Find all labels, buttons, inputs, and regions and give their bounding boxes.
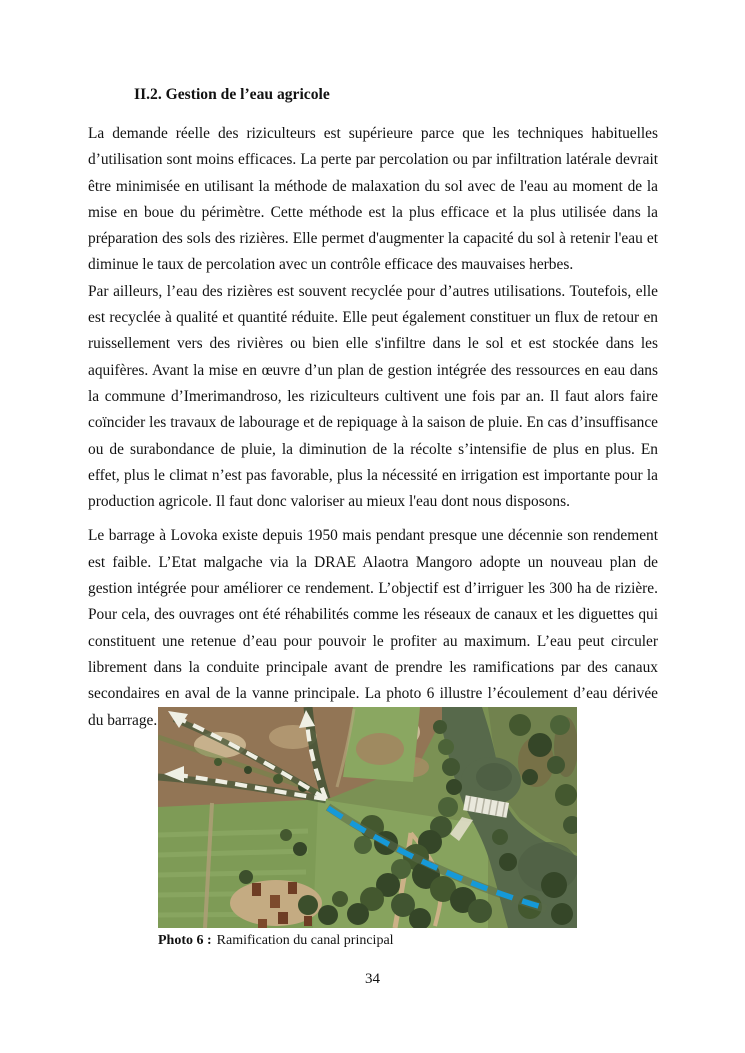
body-text-block — [88, 121, 658, 734]
bare-soil-patch — [356, 733, 404, 765]
body-paragraph: La demande réelle des riziculteurs est supérieure parce que les techniques habituelles d’utilisation sont moins efficaces. La perte par percolation ou par infiltration latérale devrait être minimisée en utilisant la méthode de malaxation du sol avec de l'eau au moment de la mise en boue du périmètre. Cette méthode est la plus efficace et la plus utilisée dans la préparation des sols des rizières. Elle permet d'augmenter la capacité du sol à retenir l'eau et diminue le taux de percolation avec un contrôle efficace des mauvaises herbes. — [88, 125, 658, 274]
body-paragraph: Le barrage à Lovoka existe depuis 1950 mais pendant presque une décennie son rendement est faible. L’Etat malgache via la DRAE Alaotra Mangoro adopte un nouveau plan de gestion intégrée pour améliorer ce rendement. L’objectif est d’irriguer les 300 ha de rizière. Pour cela, des ouvrages ont été réhabilités comme les réseaux de canaux et les diguettes qui constituent une retenue d’eau pour pouvoir le profiter au maximum. L’eau peut circuler librement dans la conduite principale avant de prendre les ramifications par des canaux secondaires en aval de la vanne principale. La photo 6 illustre l’écoulement d’eau dérivée du barrage. — [88, 527, 658, 729]
photo-caption-label: Photo 6 : — [158, 933, 212, 948]
body-paragraph: Par ailleurs, l’eau des rizières est souvent recyclée pour d’autres utilisations. Toutefois, elle est recyclée à qualité et quantité réduite. Elle peut également constituer un flux de retour en ruissellement vers des rivières ou bien elle s'infiltre dans le sol et est stockée dans les aquifères. Avant la mise en œuvre d’un plan de gestion intégrée des ressources en eau dans la commune d’Imerimandroso, les riziculteurs cultivent une fois par an. Il faut alors faire coïncider les travaux de labourage et de repiquage à la saison de pluie. En cas d’insuffisance ou de surabondance de pluie, la diminution de la récolte s’intensifie de plus en plus. En effet, plus le climat n’est pas favorable, plus la nécessité en irrigation est importante pour la production agricole. Il faut donc valoriser au mieux l'eau dont nous disposons. — [88, 282, 658, 511]
photo-caption-text: Ramification du canal principal — [216, 933, 394, 948]
page-number: 34 — [365, 971, 380, 987]
deep-water — [476, 763, 512, 791]
satellite-photo — [158, 707, 577, 928]
section-heading: II.2. Gestion de l’eau agricole — [134, 86, 330, 103]
photo-caption — [158, 932, 394, 950]
photo-6-satellite-image — [158, 707, 577, 928]
